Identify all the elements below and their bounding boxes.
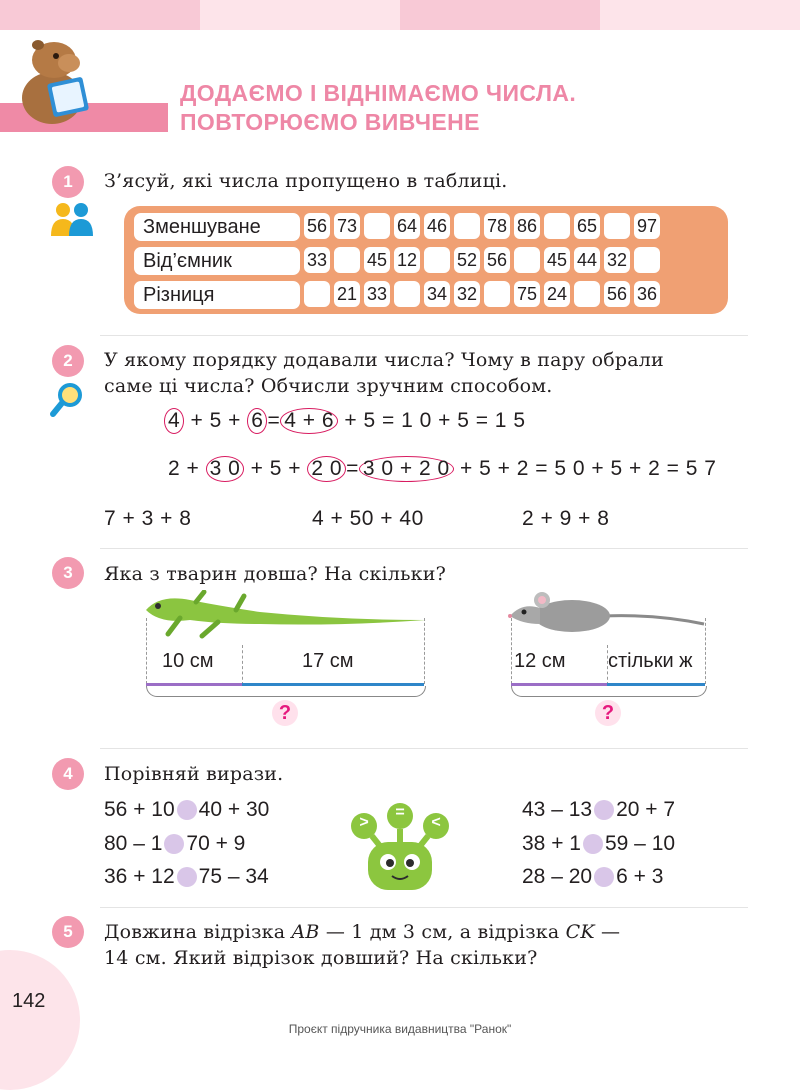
- circled-number: 4: [164, 408, 184, 434]
- segment-name-ab: AB: [291, 921, 320, 943]
- table-cell[interactable]: 64: [394, 213, 420, 239]
- table-cell[interactable]: 36: [634, 281, 660, 307]
- table-cell[interactable]: 86: [514, 213, 540, 239]
- expression-part: =: [346, 457, 359, 480]
- task-number-1: 1: [52, 166, 84, 198]
- table-cell[interactable]: [364, 213, 390, 239]
- table-cell[interactable]: [304, 281, 330, 307]
- top-bar-segment: [200, 0, 400, 30]
- table-cell[interactable]: [514, 247, 540, 273]
- expression-part: + 5 +: [190, 409, 241, 432]
- task-number-2: 2: [52, 345, 84, 377]
- comparison-row: [522, 865, 663, 889]
- section-divider: [100, 907, 748, 908]
- table-cell[interactable]: 56: [484, 247, 510, 273]
- expression-right: 59 – 10: [604, 832, 676, 855]
- table-cell[interactable]: 45: [544, 247, 570, 273]
- circled-pair: 4 + 6: [280, 408, 338, 434]
- circled-number: 2 0: [307, 456, 346, 482]
- table-row: [134, 281, 660, 309]
- lizard-guide-mid: [242, 645, 243, 685]
- lizard-length-left: 10 см: [162, 650, 214, 672]
- lizard-brace: [146, 686, 426, 697]
- expression-right: 75 – 34: [198, 865, 269, 888]
- table-row: [134, 247, 660, 275]
- table-cell[interactable]: 97: [634, 213, 660, 239]
- row-label: Різниця: [134, 281, 300, 309]
- comparison-slot[interactable]: [177, 800, 197, 820]
- section-divider: [100, 548, 748, 549]
- task-number-4: 4: [52, 758, 84, 790]
- table-cell[interactable]: 32: [454, 281, 480, 307]
- expression-right: 70 + 9: [186, 832, 246, 855]
- table-cell[interactable]: 65: [574, 213, 600, 239]
- example-expression-1: [164, 408, 526, 434]
- task-number-5: 5: [52, 916, 84, 948]
- circled-number: 3 0: [206, 456, 245, 482]
- expression-part: + 5 + 2 = 5 0 + 5 + 2 = 5 7: [460, 457, 717, 480]
- numbers-table: [124, 206, 728, 314]
- comparison-slot[interactable]: [594, 800, 614, 820]
- mouse-icon: [506, 592, 706, 640]
- table-cell[interactable]: [454, 213, 480, 239]
- circled-number: 6: [247, 408, 267, 434]
- expression-part: + 5 = 1 0 + 5 = 1 5: [344, 409, 526, 432]
- mouse-length-left: 12 см: [514, 650, 566, 672]
- table-cell[interactable]: [484, 281, 510, 307]
- exercise-expression: 4 + 50 + 40: [312, 507, 424, 530]
- table-cell[interactable]: 21: [334, 281, 360, 307]
- table-cell[interactable]: 32: [604, 247, 630, 273]
- table-cell[interactable]: 45: [364, 247, 390, 273]
- row-label: Зменшуване: [134, 213, 300, 241]
- task5-text-line2: 14 см. Який відрізок довший? На скільки?: [104, 947, 538, 969]
- mouse-guide-right: [705, 618, 706, 684]
- table-cell[interactable]: 44: [574, 247, 600, 273]
- expression-left: 80 – 1: [104, 832, 163, 855]
- table-cell[interactable]: [334, 247, 360, 273]
- expression-part: =: [267, 409, 281, 432]
- section-divider: [100, 748, 748, 749]
- comparison-slot[interactable]: [177, 867, 197, 887]
- table-cell[interactable]: [394, 281, 420, 307]
- question-mark-icon: ?: [272, 700, 298, 726]
- table-row: [134, 213, 660, 241]
- task2-text-line1: У якому порядку додавали числа? Чому в пару обрали: [104, 349, 664, 371]
- top-bar-segment: [600, 0, 800, 30]
- pair-work-icon: [50, 202, 94, 236]
- page-number: 142: [12, 990, 46, 1012]
- expression-part: + 5 +: [250, 457, 302, 480]
- task4-text: Порівняй вирази.: [104, 763, 284, 785]
- expression-right: 20 + 7: [616, 798, 676, 821]
- expression-left: 28 – 20: [522, 865, 593, 888]
- top-bar-segment: [400, 0, 600, 30]
- capybara-reading-icon: [16, 36, 92, 126]
- comparison-row: [104, 798, 269, 822]
- table-cell[interactable]: 56: [304, 213, 330, 239]
- top-bar-segment: [0, 0, 200, 30]
- task3-text: Яка з тварин довша? На скільки?: [104, 563, 446, 585]
- task1-text: З’ясуй, які числа пропущено в таблиці.: [104, 170, 508, 192]
- task5-text-part: —: [594, 921, 621, 943]
- table-cell[interactable]: [604, 213, 630, 239]
- segment-name-ck: CK: [565, 921, 595, 943]
- table-cell[interactable]: [574, 281, 600, 307]
- table-cell[interactable]: 12: [394, 247, 420, 273]
- mouse-length-right: стільки ж: [608, 650, 693, 672]
- task-number-3: 3: [52, 557, 84, 589]
- table-cell[interactable]: [424, 247, 450, 273]
- lizard-guide-right: [424, 618, 425, 684]
- task5-text-part: Довжина відрізка: [104, 921, 292, 943]
- table-cell[interactable]: 33: [304, 247, 330, 273]
- page-corner-shape: [0, 950, 80, 1090]
- comparison-row: [522, 832, 675, 856]
- lizard-icon: [140, 590, 430, 650]
- page-title-line1: ДОДАЄМО І ВІДНІМАЄМО ЧИСЛА.: [180, 80, 577, 106]
- table-cell[interactable]: 46: [424, 213, 450, 239]
- table-cell[interactable]: 33: [364, 281, 390, 307]
- expression-part: 2 +: [168, 457, 200, 480]
- lizard-length-right: 17 см: [302, 650, 354, 672]
- comparison-row: [104, 832, 245, 856]
- equal-sign: =: [395, 804, 405, 821]
- mouse-brace: [511, 686, 707, 697]
- comparison-slot[interactable]: [164, 834, 184, 854]
- sign-monster-icon: [350, 802, 450, 894]
- row-label: Від’ємник: [134, 247, 300, 275]
- comparison-row: [104, 865, 269, 889]
- mouse-guide-left: [511, 618, 512, 684]
- expression-left: 38 + 1: [522, 832, 581, 855]
- exercise-expression: 2 + 9 + 8: [522, 507, 610, 530]
- exercise-expression: 7 + 3 + 8: [104, 507, 192, 530]
- table-cell[interactable]: 34: [424, 281, 450, 307]
- expression-left: 36 + 12: [104, 865, 175, 888]
- publisher-note: Проєкт підручника видавництва "Ранок": [288, 1022, 512, 1036]
- section-divider: [100, 335, 748, 336]
- less-sign: <: [431, 814, 441, 831]
- table-cell[interactable]: 56: [604, 281, 630, 307]
- expression-left: 43 – 13: [522, 798, 593, 821]
- table-cell[interactable]: 73: [334, 213, 360, 239]
- page-title-line2: ПОВТОРЮЄМО ВИВЧЕНЕ: [180, 109, 480, 135]
- table-cell[interactable]: 52: [454, 247, 480, 273]
- comparison-slot[interactable]: [594, 867, 614, 887]
- expression-right: 40 + 30: [198, 798, 270, 821]
- circled-pair: 3 0 + 2 0: [359, 456, 454, 482]
- greater-sign: >: [359, 814, 369, 831]
- table-cell[interactable]: [634, 247, 660, 273]
- comparison-slot[interactable]: [583, 834, 603, 854]
- comparison-row: [522, 798, 675, 822]
- table-cell[interactable]: 75: [514, 281, 540, 307]
- expression-right: 6 + 3: [616, 865, 664, 888]
- expression-left: 56 + 10: [104, 798, 175, 821]
- task2-text-line2: саме ці числа? Обчисли зручним способом.: [104, 375, 553, 397]
- table-cell[interactable]: 78: [484, 213, 510, 239]
- magnifier-icon: [50, 382, 84, 418]
- task5-text-part: — 1 дм 3 см, а відрізка: [319, 921, 566, 943]
- table-cell[interactable]: 24: [544, 281, 570, 307]
- lizard-guide-left: [146, 618, 147, 684]
- question-mark-icon: ?: [595, 700, 621, 726]
- example-expression-2: [168, 456, 716, 482]
- table-cell[interactable]: [544, 213, 570, 239]
